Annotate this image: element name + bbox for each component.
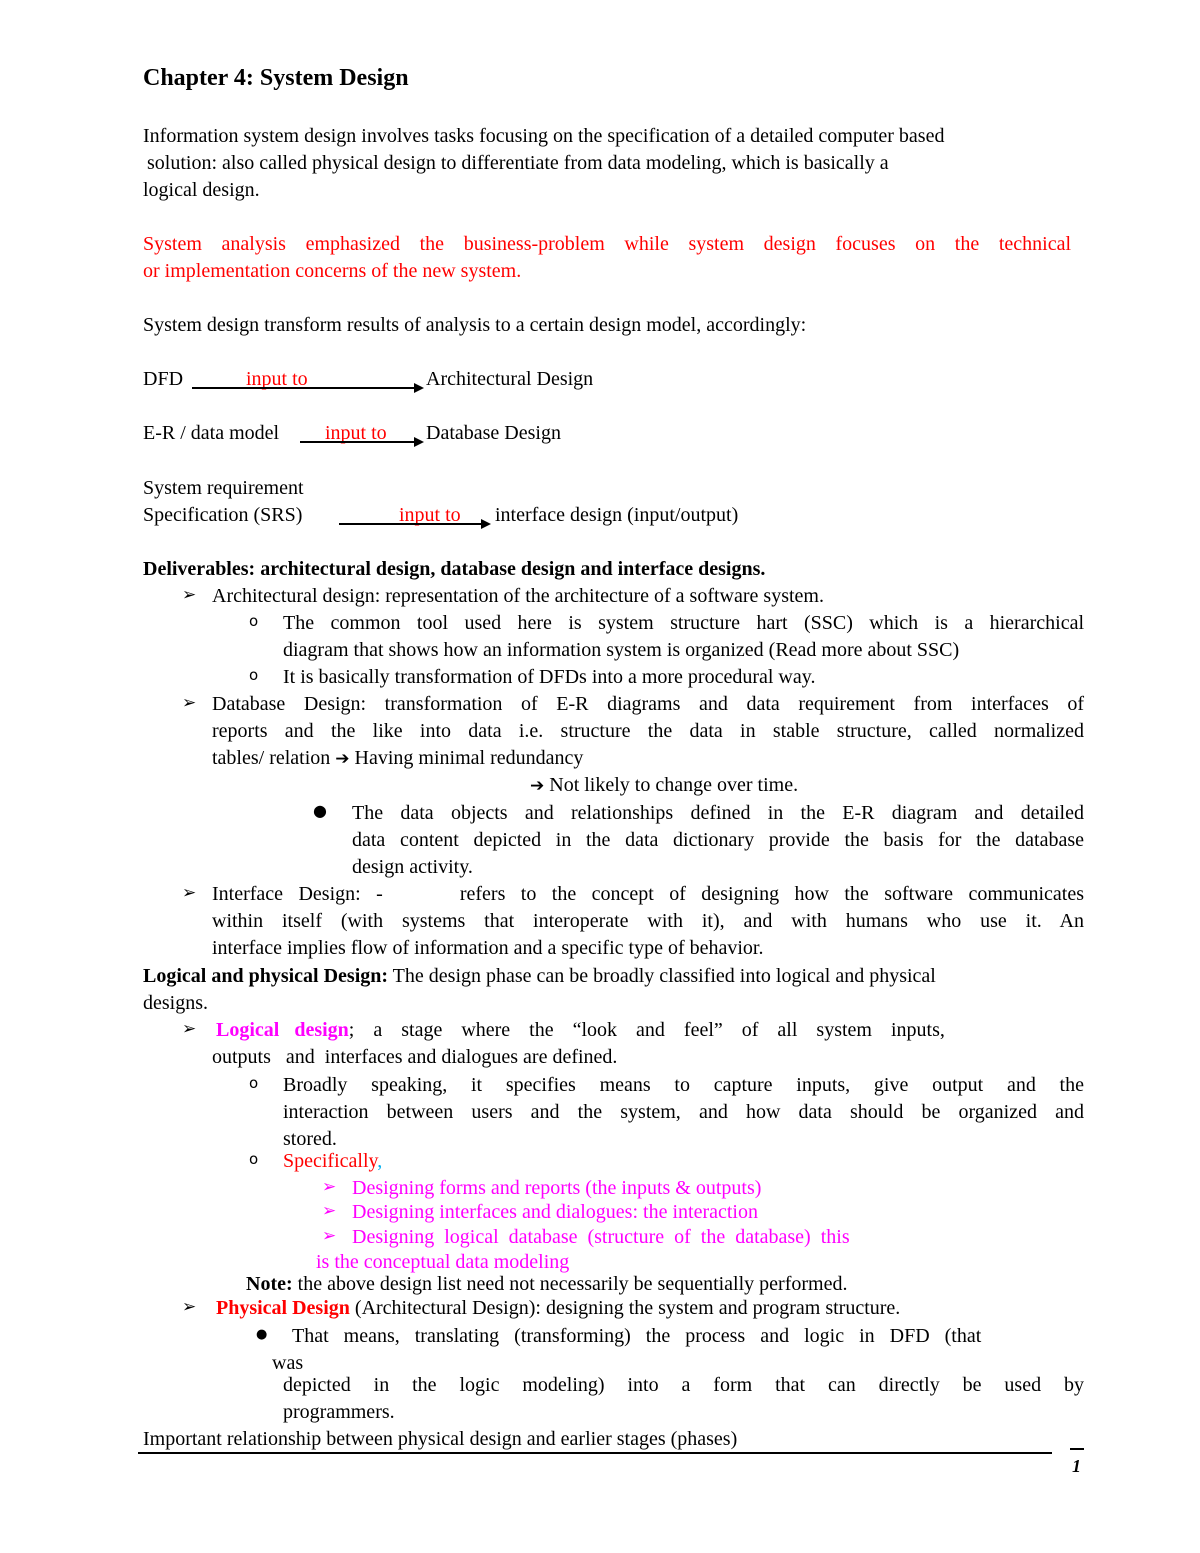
db-design-line-3a: tables/ relation — [212, 747, 336, 769]
deliverables-heading: Deliverables: architectural design, database design and interface designs. — [143, 558, 766, 580]
db-design-line-3 — [212, 746, 583, 771]
arch-sub-1b: diagram that shows how an information system is organized (Read more about SSC) — [283, 639, 960, 661]
logical-sub-1b: interaction between users and the system, and how data should be organized and — [283, 1101, 1084, 1123]
mapping-arrow-1 — [192, 380, 428, 396]
mapping-target-2: Database Design — [426, 422, 561, 444]
arrow-bullet-icon: ➢ — [322, 1201, 337, 1221]
arrow-bullet-icon: ➢ — [182, 883, 197, 903]
physical-line-1 — [216, 1296, 900, 1320]
logphys-text: The design phase can be broadly classified into logical and physical — [388, 965, 936, 987]
arrow-bullet-icon: ➢ — [182, 1019, 197, 1039]
circle-bullet-icon: o — [249, 1150, 259, 1168]
circle-bullet-icon: o — [249, 666, 259, 684]
mapping-label-2: input to — [325, 422, 387, 444]
logphys-line-2: designs. — [143, 992, 208, 1014]
physical-design-term: Physical Design — [216, 1297, 350, 1319]
transform-sentence: System design transform results of analysis to a certain design model, accordingly: — [143, 314, 807, 336]
page-number: 1 — [1072, 1456, 1081, 1476]
mapping-target-3: interface design (input/output) — [495, 504, 739, 526]
arch-sub-1a: The common tool used here is system structure hart (SSC) which is a hierarchical — [283, 612, 1084, 634]
db-bullet-line-2: data content depicted in the data dictionary provide the basis for the database — [352, 829, 1084, 851]
intro-line-1: Information system design involves tasks focusing on the specification of a detailed computer based — [143, 125, 945, 147]
db-bullet-line-1: The data objects and relationships defined in the E-R diagram and detailed — [352, 802, 1084, 824]
physical-line-1-text: (Architectural Design): designing the system and program structure. — [349, 1297, 901, 1319]
db-design-line-1: Database Design: transformation of E-R diagrams and data requirement from interfaces of — [212, 693, 1084, 715]
iface-line-3: interface implies flow of information and a specific type of behavior. — [212, 937, 764, 959]
logphys-line-1 — [143, 964, 936, 988]
circle-bullet-icon: o — [249, 612, 259, 630]
arch-sub-2: It is basically transformation of DFDs into a more procedural way. — [283, 666, 816, 688]
footer-rule — [138, 1452, 1052, 1454]
logical-sub-1a: Broadly speaking, it specifies means to capture inputs, give output and the — [283, 1074, 1084, 1096]
specifically-comma: , — [377, 1150, 383, 1172]
mapping-source-er: E-R / data model — [143, 422, 280, 444]
note-label: Note: — [246, 1273, 293, 1295]
logical-item-3: Designing logical database (structure of the database) this — [352, 1226, 850, 1248]
mapping-target-1: Architectural Design — [426, 368, 594, 390]
logical-sub-1c: stored. — [283, 1128, 337, 1150]
arrow-bullet-icon: ➢ — [322, 1226, 337, 1246]
arrow-bullet-icon: ➢ — [182, 585, 197, 605]
page-number-rule — [1070, 1448, 1084, 1450]
logical-line-1-text: ; a stage where the “look and feel” of all system inputs, — [348, 1019, 945, 1041]
mapping-source-srs: Specification (SRS) — [143, 504, 303, 526]
db-design-line-4-text: Not likely to change over time. — [549, 774, 799, 796]
logical-specifically — [283, 1149, 382, 1173]
logical-line-2: outputs and interfaces and dialogues are defined. — [212, 1046, 618, 1068]
intro-line-3: logical design. — [143, 179, 260, 201]
circle-bullet-icon: o — [249, 1074, 259, 1092]
db-design-line-4 — [530, 773, 798, 798]
mapping-label-3: input to — [399, 504, 461, 526]
physical-bullet-line-2: depicted in the logic modeling) into a form that can directly be used by — [283, 1374, 1084, 1396]
arch-design-item: Architectural design: representation of the architecture of a software system. — [212, 585, 824, 607]
mapping-source-dfd: DFD — [143, 368, 184, 390]
arrow-bullet-icon: ➢ — [182, 693, 197, 713]
arrow-bullet-icon: ➢ — [322, 1177, 337, 1197]
right-arrow-icon: ➔ — [335, 749, 350, 769]
physical-bullet-line-3: programmers. — [283, 1401, 395, 1423]
db-design-line-2: reports and the like into data i.e. structure the data in stable structure, called normalized — [212, 720, 1084, 742]
right-arrow-icon: ➔ — [530, 776, 545, 796]
logphys-heading: Logical and physical Design: — [143, 965, 389, 987]
iface-line-1: Interface Design: - refers to the concept of designing how the software communicates — [212, 883, 1084, 905]
intro-line-2: solution: also called physical design to differentiate from data modeling, which is basically a — [147, 152, 889, 174]
iface-line-2: within itself (with systems that interoperate with it), and with humans who use it. An — [212, 910, 1084, 932]
physical-bullet-line-1: That means, translating (transforming) the process and logic in DFD (that — [292, 1325, 982, 1347]
db-design-line-3b: Having minimal redundancy — [354, 747, 584, 769]
page-title: Chapter 4: System Design — [143, 65, 409, 91]
logical-line-1 — [216, 1018, 1084, 1042]
logical-design-term: Logical design — [216, 1019, 349, 1041]
mapping-arrow-3 — [339, 516, 495, 532]
note-line — [246, 1272, 847, 1296]
dot-bullet-icon: ● — [256, 1327, 268, 1342]
arrow-bullet-icon: ➢ — [182, 1297, 197, 1317]
logical-item-1: Designing forms and reports (the inputs & outputs) — [352, 1177, 762, 1199]
mapping-arrow-2 — [300, 434, 428, 450]
mapping-label-1: input to — [246, 368, 308, 390]
important-relationship-line: Important relationship between physical design and earlier stages (phases) — [143, 1428, 738, 1450]
mapping-source-srs-line1: System requirement — [143, 477, 304, 499]
physical-bullet-line-1-wrap: was — [272, 1352, 304, 1374]
emphasis-line-1: System analysis emphasized the business-problem while system design focuses on the technical — [143, 233, 1071, 255]
logical-item-3-cont: is the conceptual data modeling — [316, 1251, 570, 1273]
dot-bullet-icon: ● — [313, 801, 327, 820]
note-text: the above design list need not necessarily be sequentially performed. — [292, 1273, 848, 1295]
logical-item-2: Designing interfaces and dialogues: the interaction — [352, 1201, 758, 1223]
db-bullet-line-3: design activity. — [352, 856, 473, 878]
specifically-label: Specifically — [283, 1150, 378, 1172]
emphasis-line-2: or implementation concerns of the new system. — [143, 260, 522, 282]
